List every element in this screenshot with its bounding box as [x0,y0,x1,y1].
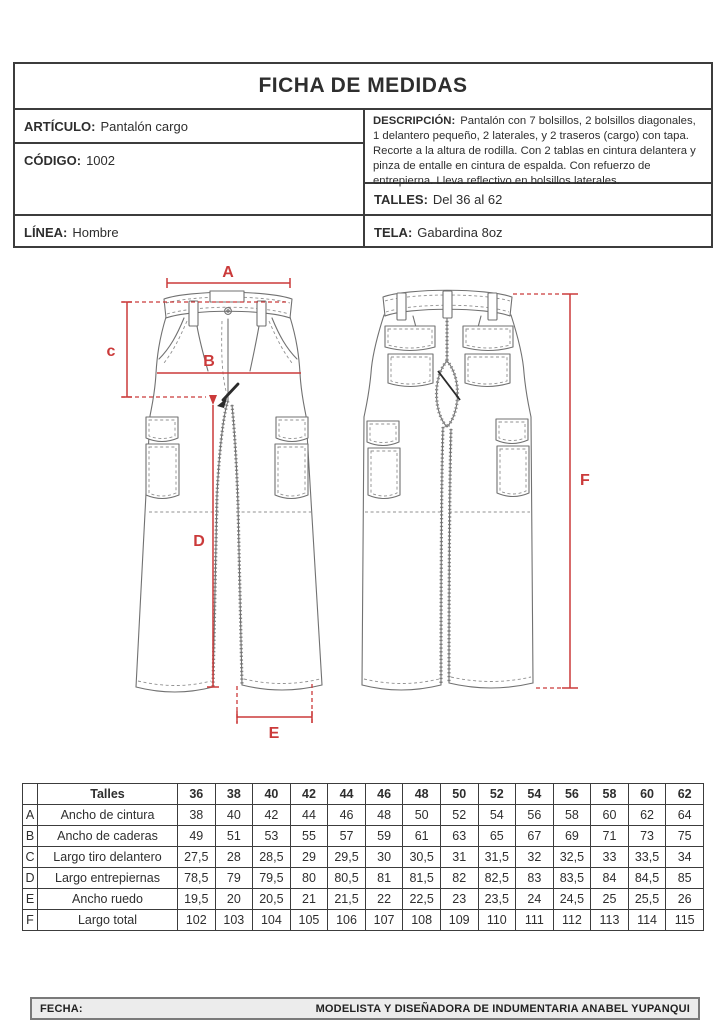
measure-value: 114 [628,910,666,931]
fecha-label: FECHA: [40,1002,83,1015]
row-name: Ancho de caderas [38,826,178,847]
row-name: Largo total [38,910,178,931]
belt-loop [397,293,406,320]
back-cargo-pocket-right [496,419,529,497]
measure-value: 48 [365,805,403,826]
codigo-label: CÓDIGO: [24,153,82,168]
dimension-label-B: B [203,353,215,370]
row-letter: E [23,889,38,910]
articulo-value: Pantalón cargo [100,118,188,134]
size-header: 44 [328,784,366,805]
measure-value: 54 [478,805,516,826]
descripcion-label: DESCRIPCIÓN: [373,115,456,127]
measure-value: 79,5 [253,868,291,889]
measure-value: 110 [478,910,516,931]
measure-value: 81 [365,868,403,889]
descripcion-row [365,110,711,188]
measure-value: 24,5 [553,889,591,910]
size-header: 56 [553,784,591,805]
measure-value: 33 [591,847,629,868]
linea-label: LÍNEA: [24,224,68,240]
measure-value: 102 [178,910,216,931]
measure-value: 58 [553,805,591,826]
measure-value: 61 [403,826,441,847]
pants-back-view [362,290,533,690]
pants-technical-drawing [0,255,724,767]
size-header: 40 [253,784,291,805]
talles-header: Talles [38,784,178,805]
belt-loop [189,301,198,326]
measure-value: 81,5 [403,868,441,889]
measure-value: 83 [516,868,554,889]
belt-loop [257,301,266,326]
talles-value: Del 36 al 62 [432,191,503,207]
measure-value: 57 [328,826,366,847]
measure-value: 113 [591,910,629,931]
size-table [22,783,704,931]
size-header: 46 [365,784,403,805]
measure-value: 49 [178,826,216,847]
measure-value: 21 [290,889,328,910]
row-name: Largo entrepiernas [38,868,178,889]
row-letter: C [23,847,38,868]
measure-value: 30,5 [403,847,441,868]
measure-value: 64 [666,805,704,826]
size-header: 38 [215,784,253,805]
measure-value: 40 [215,805,253,826]
measure-value: 51 [215,826,253,847]
measure-value: 84,5 [628,868,666,889]
row-letter: F [23,910,38,931]
measure-value: 46 [328,805,366,826]
pants-front-view [136,291,322,692]
size-header: 54 [516,784,554,805]
dimension-label-E: E [268,725,280,742]
measure-value: 103 [215,910,253,931]
measure-value: 53 [253,826,291,847]
corner-cell [23,784,38,805]
articulo-row [15,110,363,144]
measure-value: 23,5 [478,889,516,910]
belt-loop [488,293,497,320]
measure-value: 69 [553,826,591,847]
measure-value: 21,5 [328,889,366,910]
measure-value: 56 [516,805,554,826]
measure-value: 25,5 [628,889,666,910]
measure-value: 75 [666,826,704,847]
measure-value: 78,5 [178,868,216,889]
measure-value: 26 [666,889,704,910]
spec-left-column [15,110,365,248]
tela-value: Gabardina 8oz [417,224,503,240]
measure-value: 20,5 [253,889,291,910]
measure-value: 62 [628,805,666,826]
dimension-label-D: D [193,533,205,550]
measure-value: 28 [215,847,253,868]
articulo-label: ARTÍCULO: [24,118,96,134]
size-table-row [23,910,704,931]
front-cargo-pocket-left [146,417,179,499]
front-label-patch [210,291,244,302]
size-header: 52 [478,784,516,805]
size-header: 48 [403,784,441,805]
measure-value: 73 [628,826,666,847]
measure-value: 115 [666,910,704,931]
tela-row [365,216,711,248]
row-name: Ancho ruedo [38,889,178,910]
belt-loop [443,291,452,318]
measure-value: 23 [440,889,478,910]
size-table-row [23,805,704,826]
front-cargo-pocket-right [275,417,308,499]
back-cargo-pocket-left [367,421,400,499]
size-table-header-row [23,784,704,805]
measure-value: 63 [440,826,478,847]
talles-label: TALLES: [374,191,428,207]
measure-value: 34 [666,847,704,868]
measure-value: 24 [516,889,554,910]
measure-value: 42 [253,805,291,826]
measure-value: 28,5 [253,847,291,868]
measure-value: 84 [591,868,629,889]
measure-value: 31,5 [478,847,516,868]
spec-right-column [365,110,711,248]
row-letter: B [23,826,38,847]
dimension-label-A: A [222,264,234,281]
footer-bar [30,997,700,1020]
dimension-B [157,353,301,373]
measure-value: 107 [365,910,403,931]
measure-value: 50 [403,805,441,826]
measure-value: 29 [290,847,328,868]
measure-value: 83,5 [553,868,591,889]
size-table-row [23,868,704,889]
measure-value: 33,5 [628,847,666,868]
measure-value: 20 [215,889,253,910]
measure-value: 71 [591,826,629,847]
size-header: 36 [178,784,216,805]
size-table-row [23,847,704,868]
row-letter: A [23,805,38,826]
talles-row [365,184,711,216]
measure-value: 109 [440,910,478,931]
row-letter: D [23,868,38,889]
descripcion-value: Pantalón con 7 bolsillos, 2 bolsillos diagonales, 1 delantero pequeño, 2 laterales, y 2 traseros (cargo) con tapa. Recorte a la altura de rodilla. Con 2 tablas en cintura delantera y pinza de entalle en cintura de espalda. Con refuerzo de entrepierna. Lleva reflectivo en bolsillos laterales. [373,115,696,188]
size-header: 62 [666,784,704,805]
tela-label: TELA: [374,224,413,240]
dimension-A [167,264,290,288]
measure-value: 80,5 [328,868,366,889]
measure-value: 55 [290,826,328,847]
row-name: Ancho de cintura [38,805,178,826]
spec-header-table [13,62,713,248]
dimension-E [237,684,312,742]
measure-value: 27,5 [178,847,216,868]
size-header: 42 [290,784,328,805]
measure-value: 22,5 [403,889,441,910]
measure-value: 32 [516,847,554,868]
measure-value: 79 [215,868,253,889]
back-pocket-right [463,326,513,387]
codigo-value: 1002 [86,153,115,168]
measure-value: 22 [365,889,403,910]
designer-credit: MODELISTA Y DISEÑADORA DE INDUMENTARIA ANABEL YUPANQUI [315,1002,690,1015]
size-table-row [23,889,704,910]
measure-value: 106 [328,910,366,931]
measure-value: 60 [591,805,629,826]
size-header: 50 [440,784,478,805]
measure-value: 80 [290,868,328,889]
measure-value: 59 [365,826,403,847]
measure-value: 19,5 [178,889,216,910]
measure-value: 111 [516,910,554,931]
measure-value: 25 [591,889,629,910]
fly-arrow-detail [223,384,238,400]
measure-value: 30 [365,847,403,868]
size-header: 58 [591,784,629,805]
dimension-label-c: c [106,343,116,360]
measure-value: 31 [440,847,478,868]
page-title: FICHA DE MEDIDAS [15,64,711,110]
row-name: Largo tiro delantero [38,847,178,868]
crotch-gusset [437,361,461,427]
measure-value: 52 [440,805,478,826]
measure-value: 67 [516,826,554,847]
dimension-label-F: F [580,472,590,489]
codigo-row [15,144,363,216]
measure-value: 108 [403,910,441,931]
measure-value: 112 [553,910,591,931]
size-header: 60 [628,784,666,805]
linea-value: Hombre [72,224,119,240]
measure-value: 44 [290,805,328,826]
linea-row [15,216,363,248]
back-pocket-left [385,326,435,387]
measure-value: 82 [440,868,478,889]
measure-value: 105 [290,910,328,931]
measure-value: 38 [178,805,216,826]
measure-value: 104 [253,910,291,931]
measure-value: 32,5 [553,847,591,868]
measure-value: 85 [666,868,704,889]
size-table-row [23,826,704,847]
measure-value: 82,5 [478,868,516,889]
measure-value: 65 [478,826,516,847]
measure-value: 29,5 [328,847,366,868]
